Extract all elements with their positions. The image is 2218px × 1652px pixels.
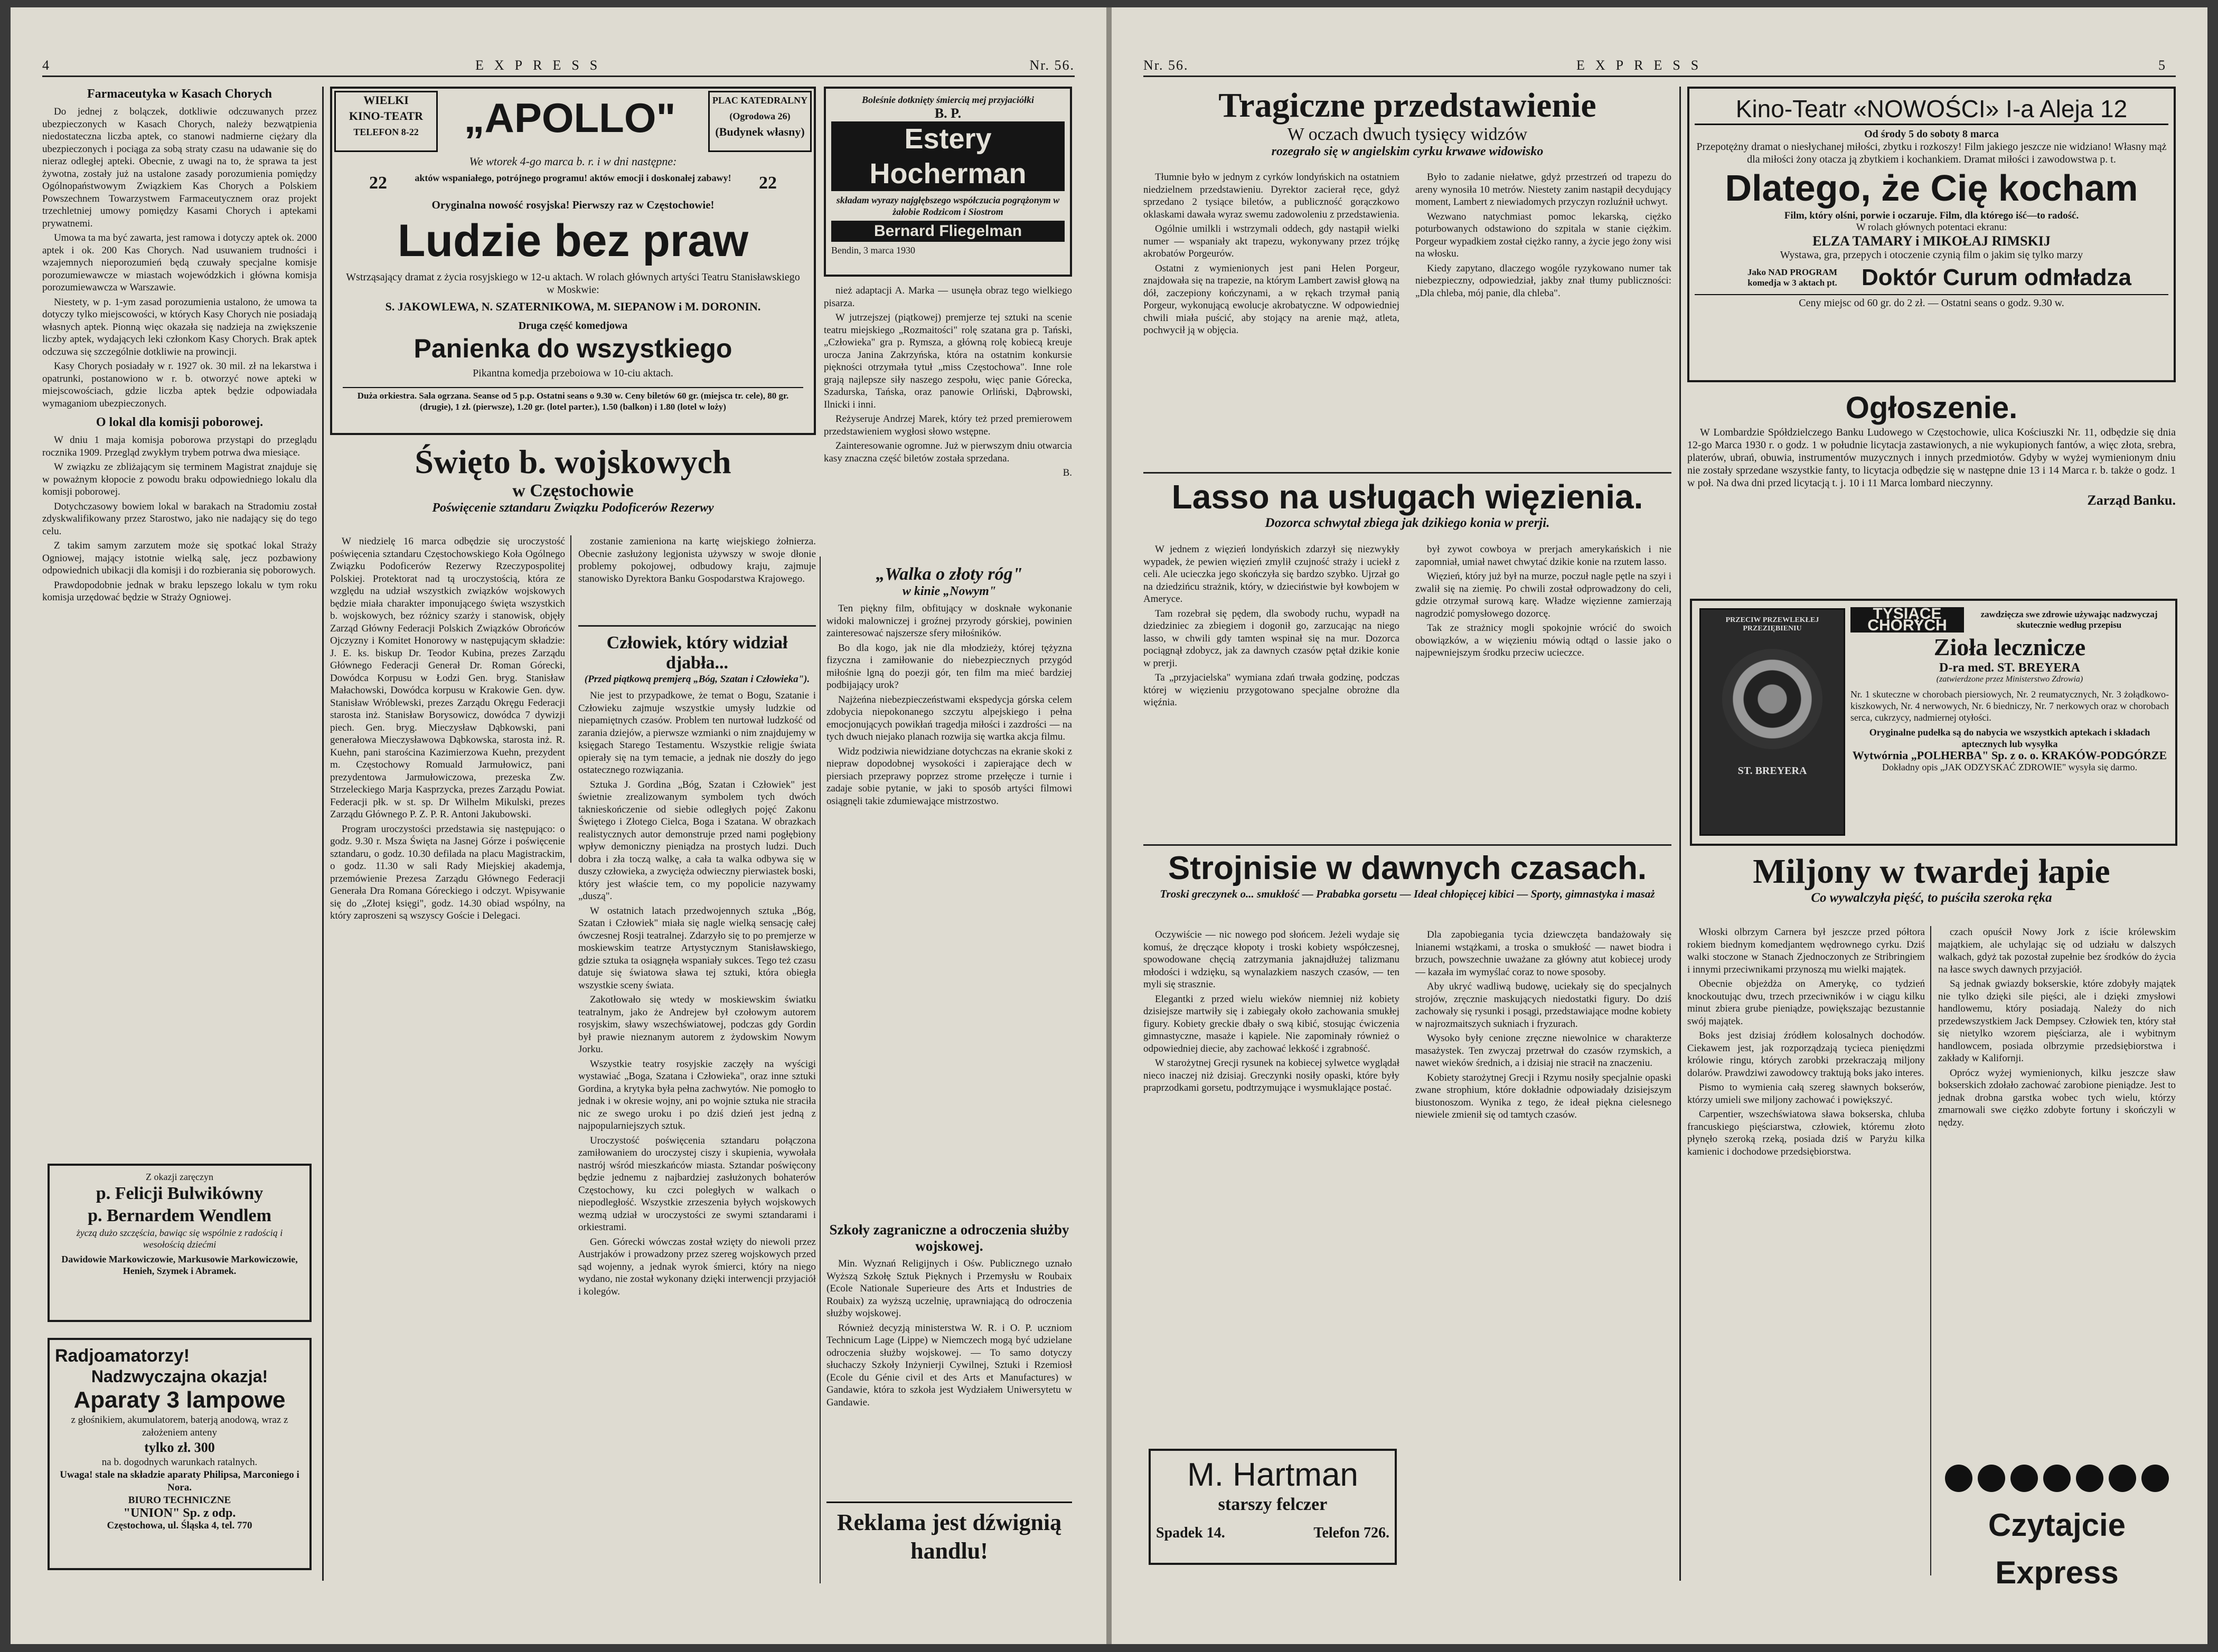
obit-name: Estery Hocherman	[831, 121, 1065, 191]
article-lasso-col1	[1143, 543, 1399, 839]
paragraph: Min. Wyznań Religijnych i Ośw. Publicznego uznało Wyższą Szkołę Sztuk Pięknych i Przemysłu w Roubaix (Ecole Nationale Superieure des Arts et Industries de Roubaix) za wyższą uczelnię, uprawniającą do odroczenia służby wojskowej.	[826, 1258, 1072, 1319]
divider	[1143, 472, 1671, 474]
headline: Strojnisie w dawnych czasach.	[1168, 850, 1647, 886]
subheadline: w Częstochowie	[512, 481, 634, 501]
left-page-header	[42, 58, 1075, 77]
nowosci-prices: Ceny miejsc od 60 gr. do 2 zł. — Ostatni seans o godz. 9.30 w.	[1695, 294, 2168, 309]
paragraph: Carpentier, wszechświatowa sława bokserska, chluba francuskiego pięściarstwa, człowiek, któremu złoto płynęło szeroką rzeką, posiada dziś w Paryżu kilka kamienic i dochodowe przedsiębiorstwa.	[1687, 1109, 1925, 1157]
masthead: EXPRESS	[1576, 58, 1709, 73]
hartman-address: Spadek 14.	[1156, 1525, 1225, 1541]
lead: w kinie „Nowym"	[902, 584, 997, 598]
article-miljony-col2	[1938, 926, 2176, 1454]
apollo-name: „APOLLO"	[464, 95, 676, 141]
paragraph: W starożytnej Grecji rysunek na kobiecej sylwetce wyglądał nieco inaczej niż dzisiaj. Greczynki nosiły opaski, które były praprzodkami gorsetu, podtrzymujące i wysmuklające postać.	[1143, 1058, 1399, 1093]
paragraph: Ostatni z wymienionych jest pani Helen Porgeur, znajdowała się na trapezie, na którym Lambert zawisł głową na dół, zaczepiony kończynami, a w rękach trzymał panią Porgeur, wykonującą ewolucje akrobatyczne. W odpowiedniej chwili miała puścić, aby stojący na arenie mąż, atleta, pochwycił ją w objęcia.	[1143, 262, 1399, 336]
column-rule	[570, 535, 571, 863]
column-rule	[1679, 87, 1681, 1581]
paragraph: był zywot cowboya w prerjach amerykańskich i nie zapomniał, umiał nawet chwytać dzikie konie na rzutem lasso.	[1415, 544, 1671, 568]
nowosci-tagline: Film, który olśni, porwie i oczaruje. Film, dla którego iść—to radość.	[1784, 210, 2079, 221]
notice-signers: Dawidowie Markowiczowie, Markusowie Markowiczowie, Henieh, Szymek i Abramek.	[61, 1254, 298, 1276]
notice-title: Ogłoszenie.	[1845, 391, 2018, 425]
bank-notice	[1687, 390, 2176, 591]
article-lasso-col2	[1415, 543, 1671, 839]
reklama-text: Reklama jest dźwignią handlu!	[837, 1509, 1062, 1564]
subheadline: W oczach dwuch tysięcy widzów	[1287, 125, 1528, 144]
nowosci-desc: Przepotężny dramat o niesłychanej miłości, zbytku i rozkoszy! Film jakiego jeszcze nie widziano! Własny mąż dla miłości żony otacza ją zbytkiem i kochankiem. Dramat miłości i zawodowstwa p. t.	[1696, 141, 2167, 165]
headline: Święto b. wojskowych	[415, 443, 731, 480]
article-swieto-col2	[578, 535, 816, 636]
column-rule	[1930, 926, 1931, 1575]
signature: B.	[1063, 467, 1072, 478]
hartman-phone: Telefon 726.	[1313, 1525, 1389, 1541]
paragraph: Są jednak gwiazdy bokserskie, które zdobyły majątek nie tylko dzięki sile pięści, ale i dzięki zmysłowi handlowemu, który posiadają. Należy do nich przedewszystkiem Jack Dempsey. Człowiek ten, który stał się nietylko wzorem pięściarza, ale i wybitnym handlowcem, posiada olbrzymie przedsiębiorstwa i zakłady w Kalifornji.	[1938, 978, 2176, 1064]
radio-ad	[48, 1338, 312, 1570]
notice-intro: Z okazji zaręczyn	[146, 1172, 213, 1182]
headline: Szkoły zagraniczne a odroczenia służby wojskowej.	[829, 1222, 1069, 1254]
paragraph: Więzień, który już był na murze, poczuł nagle pętle na szyi i zwalił się na ziemię. Po chwili został odprowadzony do celi, gdzie otrzymał surową karę. Władze więzienne zamierzają nagrodzić pomysłowego dozorcę.	[1415, 571, 1671, 619]
radio-headline: Radjoamatorzy!	[55, 1346, 190, 1366]
ziola-text	[1850, 607, 2169, 773]
apollo-desc: Wstrząsający dramat z życia rosyjskiego w 12-u aktach. W rolach głównych artyści Teatru Stanisławskiego w Moskwie:	[346, 271, 800, 296]
paragraph: W dniu 1 maja komisja poborowa przystąpi do przeglądu rocznika 1909. Przegląd zwykłym trybem potrwa dwa miesiące.	[42, 435, 317, 458]
ziola-name: Zioła lecznicze	[1933, 634, 2086, 660]
right-page	[1112, 7, 2207, 1644]
paragraph: czach opuścił Nowy Jork z iście królewskim majątkiem, ale uchylając się od udziału w dalszych walkach, gdyż tak pozostał zupełnie bez środków do życia na łasce swych dawnych przyjaciół.	[1938, 927, 2176, 975]
ziola-lead: zawdzięcza swe zdrowie używając nadzwyczaj skutecznie według przepisu	[1980, 609, 2158, 630]
paragraph: W niedzielę 16 marca odbędzie się uroczystość poświęcenia sztandaru Częstochowskiego Koła Ogólnego Związku Podoficerów Rezerwy Rzeczypospolitej Polskiej. Protektorat nad tą uroczystością, która ze względu na udział wszystkich związków wojskowych będzie miała charakter imponującego święta wszystkich b. wojskowych, bez różnicy szarży i stanowisk, objęły Zarząd Główny Federacji Polskich Związków Obrońców Ojczyzny i Komitet Honorowy w następującym składzie: J. E. ks. biskup Dr. Teodor Kubina, prezes Zarządu Głównego Federacji Generał Dr. Roman Górecki, Dowódca Korpusu w Łodzi Gen. bryg. Stanisław Małachowski, Dowódca korpusu w Krakowie Gen. dyw. Stanisław Wróblewski, prezes Zarządu Okręgu Federacji starosta inż. Stanisław Borysowicz, dowódca 7 dywizji piech. Gen. bryg. Mieczysław Dąbkowski, pani generałowa Mieczysławowa Dąbkowska, starosta inż. R. Kuehn, pani starościna Kazimierzowa Kuehn, prezydent m. Częstochowy Romuald Jarmułowicz, pani prezydentowa Jarmułowiczowa, prezeska Zw. Strzeleckiego Marja Kasprzycka, prezes Zarządu Powiat. Federacji płk. w st. sp. Dr Wilhelm Mikulski, prezes Zarządu Głównego P. Z. P. R. Antoni Jakubowski.	[330, 536, 565, 820]
paragraph: Elegantki z przed wielu wieków niemniej niż kobiety dzisiejsze martwiły się i zabiegały około zachowania smukłej figury. Kobiety greckie dbały o swą kibić, stosując ćwiczenia gimnastyczne, masaże i kąpiele. Nie zapominały również o odpowiedniej diecie, aby zachować lekkość i zgrabność.	[1143, 993, 1399, 1054]
article-miljony-header	[1687, 852, 2176, 921]
apollo-info: Duża orkiestra. Sala ogrzana. Seanse od 5 p.p. Ostatni seans o 9.30 w. Ceny biletów 60 gr. (miejsca tr. cele), 80 gr. (drugie), 1 zł. (pierwsze), 1.20 gr. (lotel parter.), 1.50 (balkon) i 1.80 (lotel w loży)	[343, 387, 803, 412]
hartman-ad	[1149, 1449, 1397, 1565]
apollo-line1: We wtorek 4-go marca b. r. i w dni następne:	[469, 155, 677, 168]
paragraph: Do jednej z bolączek, dotkliwie odczuwanych przez ubezpieczonych w Kasach Chorych, należy bezwątpienia niedostateczna liczba aptek, co stanowi nadmierne ciężary dla ubezpieczonych i pociąga za sobą straty czasu na udawanie się do nieraz odległej apteki. Obecnie, z uwagi na to, że sprawa ta jest żywotna, zostały już na ustalone zasady porozumienia pomiędzy Ogólnopaństwowym Związkiem Kas Chorych a Polskiem Powszechnem Towarzystwem Farmaceutycznem oraz projekt trzechletniej umowy pomiędzy Kasami Chorych i aptekami prywatnemi.	[42, 106, 317, 229]
nowosci-extra-title: Doktór Curum odmładza	[1862, 265, 2131, 290]
lead: Poświęcenie sztandaru Związku Podoficerów Rezerwy	[432, 501, 714, 515]
ziola-author: D-ra med. ST. BREYERA	[1939, 661, 2080, 675]
paragraph: Wezwano natychmiast pomoc lekarską, ciężko poturbowanych odstawiono do szpitala w stanie ciężkim. Porgeur wypadkiem został ciężko ranny, a życie jego żony wisi na włosku.	[1415, 211, 1671, 259]
article-farmaceutyka	[42, 87, 317, 1137]
apollo-line2: aktów wspaniałego, potrójnego programu! aktów emocji i doskonałej zabawy!	[415, 173, 731, 183]
paragraph: Dla zapobiegania tycia dziewczęta bandażowały się lnianemi wstążkami, a troska o smukłość — nawet biodra i brzuch, powszechnie uważane za główny atut kobiecej urody — kazała im wymyślać coraz to nowe sposoby.	[1415, 929, 1671, 978]
label: WIELKI	[363, 93, 409, 107]
dot-icon	[2076, 1465, 2103, 1492]
paragraph: W ostatnich latach przedwojennych sztuka „Bóg, Szatan i Człowiek" miała się nagle wielką sensację całej ówczesnej Rosji teatralnej. Zdarzyło się to po premjerze w moskiewskim teatrze Artystycznym Stanisławskiego, gdzie sztuka ta osiągnęła wspaniały sukces. Tego też czasu datuje się światowa sława tej sztuki, która obiegła wszystkie sceny świata.	[578, 905, 816, 991]
obit-date: Bendin, 3 marca 1930	[831, 245, 915, 256]
label: PLAC KATEDRALNY	[712, 95, 808, 106]
obit-body: składam wyrazy najgłębszego współczucia pogrążonym w żałobie Rodzicom i Siostrom	[836, 195, 1060, 217]
paragraph: Oprócz wyżej wymienionych, kilku jeszcze sław bokserskich zdołało zachować zarobione pieniądze. Jest to jednak drobna garstka wobec tych wielu, którzy zmarnowali swe ciężko zdobyte fortuny i skończyli w nędzy.	[1938, 1067, 2176, 1128]
package-brand: ST. BREYERA	[1737, 765, 1807, 777]
paragraph: Włoski olbrzym Carnera był jeszcze przed półtora rokiem biednym komedjantem wędrownego cyrku. Dziś walki stoczone w Stanach Zjednoczonych ze Stribringiem i innymi przeciwnikami przynoszą mu wielki majątek.	[1687, 927, 1925, 975]
reklama-box	[826, 1502, 1072, 1577]
nowosci-cinema-ad	[1687, 87, 2176, 382]
paragraph: Tłumnie było w jednym z cyrków londyńskich na ostatniem niedzielnem przedstawieniu. Dyrektor zacierał ręce, gdyż sprzedano 2 tysiące biletów, a publiczność gorączkowo oklaskami dawała wyraz swemu zadowoleniu z przedstawienia.	[1143, 172, 1399, 220]
label: TELEFON 8-22	[353, 127, 419, 137]
paragraph: Ogólnie umilkli i wstrzymali oddech, gdy nastąpił wielki numer — wspaniały akt trapezu, wykonywany przez trójkę akrobatów Porgeurów.	[1143, 223, 1399, 259]
obituary-ad	[824, 87, 1072, 277]
engagement-notice	[48, 1164, 312, 1322]
hartman-contact	[1156, 1525, 1389, 1542]
label: (Budynek własny)	[715, 125, 805, 138]
nowosci-roles-label: W rolach głównych potentaci ekranu:	[1856, 222, 2007, 233]
headline: Miljony w twardej łapie	[1753, 852, 2110, 891]
headline: Lasso na usługach więzienia.	[1171, 478, 1643, 516]
column-rule	[820, 556, 821, 1583]
paragraph: Bo dla kogo, jak nie dla młodzieży, której tężyzna fizyczna i zamiłowanie do niebezpiecznych przygód miłośnie lgną do poezji gór, ten film ma mieć bardziej podbijający urok?	[826, 642, 1072, 691]
paragraph: nież adaptacji A. Marka — usunęła obraz tego wielkiego pisarza.	[824, 285, 1072, 309]
article-czlowiek	[578, 633, 816, 1583]
radio-stock: Uwaga! stale na składzie aparaty Philipsa, Marconiego i Nora.	[60, 1469, 299, 1493]
page-number: 5	[2158, 58, 2176, 73]
paragraph: Wysoko były cenione zręczne niewolnice w charakterze masażystek. Ten zwyczaj przetrwał do czasów rzymskich, a nawet wieków średnich, a i dzisiaj nie stracił na znaczeniu.	[1415, 1033, 1671, 1069]
paragraph: Nie jest to przypadkowe, że temat o Bogu, Szatanie i Człowieku zajmuje wszystkie umysły ludzkie od niepamiętnych czasów. Problem ten nurtował ludzkość od zarania dziejów, a pierwsze wzmianki o nim znajdujemy w księgach Starego Testamentu. Wszystkie religje świata opierały się na tym temacie, a jednak nie doszły do jego ostatecznego rozwiązania.	[578, 690, 816, 776]
apollo-num: 22	[369, 173, 387, 193]
left-page	[11, 7, 1106, 1644]
apollo-line3: Oryginalna nowość rosyjska! Pierwszy raz w Częstochowie!	[431, 199, 715, 211]
paragraph: W jutrzejszej (piątkowej) premjerze tej sztuki na scenie teatru miejskiego „Rozmaitości" rolę szatana gra p. Tański, „Człowieka" gra p. Rymsza, a główną rolę kobiecą kreuje urocza Janina Zakrzyńska, która na ostatnim konkursie piękności otrzymała tytuł „miss Częstochowa". Inne role grają najlepsze siły naszego zespołu, więc panie Górecka, Szadurska, Tańska, oraz panowie Orliński, Dąbrowski, Ilnicki i inni.	[824, 312, 1072, 410]
package-label: PRZECIW PRZEWLEKŁEJ PRZEZIĘBIENIU	[1725, 616, 1819, 633]
lead: Co wywalczyła pięść, to puściła szeroka ręka	[1811, 891, 2052, 905]
paragraph: Prawdopodobnie jednak w braku lepszego lokalu w tym roku komisja urzędować będzie w Straży Ogniowej.	[42, 579, 317, 603]
ziola-original: Oryginalne pudełka są do nabycia we wszystkich aptekach i składach aptecznych lub wysyłka	[1869, 727, 2150, 749]
ziola-maker: Wytwórnia „POLHERBA" Sp. z o. o. KRAKÓW-PODGÓRZE	[1852, 749, 2167, 762]
headline: Farmaceutyka w Kasach Chorych	[87, 87, 272, 101]
hartman-title: starszy felczer	[1218, 1495, 1328, 1514]
lead: Troski greczynek o... smukłość — Prababka gorsetu — Ideał chłopięcej kibici — Sporty, gimnastyka i masaż	[1160, 888, 1655, 900]
obit-intro: Boleśnie dotknięty śmiercią mej przyjaciółki	[862, 95, 1034, 105]
obit-signer: Bernard Fliegelman	[831, 221, 1065, 242]
right-page-header	[1143, 58, 2176, 77]
paragraph: Kobiety starożytnej Grecji i Rzymu nosiły specjalnie opaski zwane strophium, które dokładnie odpowiadały dzisiejszym biustonoszom. Wynika z tego, że ideał piękna cielesnego niewiele zmienił się od tamtych czasów.	[1415, 1072, 1671, 1120]
paragraph: Oczywiście — nic nowego pod słońcem. Jeżeli wydaje się komuś, że dręczące kłopoty i troski kobiety współczesnej, spowodowane chęcią zatrzymania jaknajdłużej talizmanu młodości i wdzięku, są wynalazkiem naszych czasów, — ten myli się strasznie.	[1143, 929, 1399, 990]
paragraph: Kiedy zapytano, dlaczego wogóle ryzykowano numer tak niebezpieczny, odpowiedział, jakby znał tłumy publiczności: „Dla chleba, mój panie, dla chleba".	[1415, 262, 1671, 299]
ziola-approval: (zatwierdzone przez Ministerstwo Zdrowia)	[1936, 675, 2083, 684]
lead: (Przed piątkową premjerą „Bóg, Szatan i Człowieka").	[584, 674, 810, 685]
paragraph: Ten piękny film, obfitujący w dosknałe wykonanie widoki malowniczej i groźnej przyrody górskiej, powinien zainteresować najszersze sfery miłośników.	[826, 603, 1072, 639]
divider	[578, 625, 816, 627]
decorative-dots	[1938, 1465, 2176, 1496]
headline: Człowiek, który widział djabła...	[606, 633, 788, 673]
paragraph: Widz podziwia niewidziane dotychczas na ekranie skoki z niepraw dopodobnej wysokości i zapierające dech w piersiach przeprawy poprzez strome przełęcze i turnie i zadaje sobie pytanie, w jaki to sposób artyści filmowi osiągnęli takie zdumiewające mistrzostwo.	[826, 745, 1072, 807]
headline: „Walka o złoty róg"	[876, 564, 1023, 584]
radio-price: tylko zł. 300	[144, 1440, 215, 1455]
notice-signer: Zarząd Banku.	[2087, 493, 2176, 508]
apollo-part2-label: Druga część komedjowa	[518, 320, 628, 332]
article-miljony-col1	[1687, 926, 1925, 1581]
dot-icon	[1978, 1465, 2005, 1492]
headline: Tragiczne przedstawienie	[1218, 86, 1596, 125]
dot-icon	[2043, 1465, 2071, 1492]
flower-icon	[1722, 649, 1822, 749]
apollo-cast: S. JAKOWLEWA, N. SZATERNIKOWA, M. SIEPANOW i M. DORONIN.	[385, 300, 761, 313]
article-swieto-col1	[330, 535, 565, 1586]
paragraph: zostanie zamieniona na kartę wiejskiego żołnierza. Obecnie zasłużony legjonista używszy w swoje dłonie problemy pokojowej, odbudowy kraju, zajmuje stanowisko Dyrektora Banku Gospodarstwa Krajowego.	[578, 536, 816, 584]
nowosci-desc2: Wystawa, gra, przepych i otoczenie czynią film o jakim się tylko marzy	[1780, 249, 2083, 261]
column-rule	[322, 87, 324, 1581]
apollo-cinema-ad	[330, 87, 816, 435]
paragraph: Pismo to wymienia całą szereg sławnych bokserów, którzy umieli swe miljony zachować i powiększyć.	[1687, 1082, 1925, 1106]
radio-product: Aparaty 3 lampowe	[73, 1387, 286, 1413]
apollo-left-box	[334, 91, 438, 152]
headline: O lokal dla komisji poborowej.	[96, 416, 264, 429]
nowosci-days: Od środy 5 do soboty 8 marca	[1864, 128, 1999, 140]
apollo-part2-title: Panienka do wszystkiego	[413, 334, 732, 363]
apollo-part2-desc: Pikantna komedja przeboiowa w 10-ciu aktach.	[473, 367, 673, 379]
paragraph: W jednem z więzień londyńskich zdarzył się niezwykły wypadek, że pewien więzień zmylił czujność straży i uciekł z celi. Ale ucieczka jego skończyła się bardzo szybko. Ujrzał go na dziedzińcu strażnik, który, w dzieciństwie był kowbojem w Ameryce.	[1143, 544, 1399, 605]
paragraph: Ta „przyjacielska" wymiana zdań trwała godzinę, podczas której w więzieniu przygotowano specjalne obrożne dla więźnia.	[1143, 672, 1399, 708]
nowosci-cast: ELZA TAMARY i MIKOŁAJ RIMSKIJ	[1812, 233, 2051, 249]
paragraph: Najżeńna niebezpieczeństwami ekspedycja górska celem zdobycia niepokonanego szczytu alpejskiego i pełna emocjonujących powikłań tragedja miłości i zazdrości — na tych dwuch niejako planach rozwija się wartka akcja filmu.	[826, 694, 1072, 742]
lead: Dozorca schwytał zbiega jak dzikiego konia w prerji.	[1265, 516, 1550, 530]
article-tragiczne-header	[1143, 87, 1671, 166]
ziola-headline: TYSIĄCE CHORYCH	[1850, 607, 1964, 633]
newspaper-spread	[11, 7, 2207, 1644]
paragraph: Kasy Chorych posiadały w r. 1927 ok. 30 mil. zł na lekarstwa i opatrunki, postanowiono w r. b. otworzyć nowe apteki w miejscowościach, gdzie liczba aptek będzie odpowiadała wymaganiom ubezpieczonych.	[42, 361, 317, 409]
masthead: EXPRESS	[475, 58, 608, 73]
paragraph: Uroczystość poświęcenia sztandaru połączona zamiłowaniem do uroczystej ciszy i skupienia, wywołała nastrój wśród mieszkańców miasta. Sztandar poświęcony będzie jednemu z najbardziej zasłużonych bohaterów Częstochowy, ku czci poległych w walkach o niepodległość. Wszystkie zrzeszenia byłych wojskowych wezmą udział w uroczystości ze swymi sztandarami i orkiestrami.	[578, 1135, 816, 1233]
article-strojnisie-header	[1143, 849, 1671, 923]
issue-number: Nr. 56.	[1029, 58, 1075, 73]
page-number: 4	[42, 58, 60, 73]
page-gutter	[1106, 7, 1112, 1644]
paragraph: Reżyseruje Andrzej Marek, który też przed premierowem przedstawieniem wygłosi słowo wstępne.	[824, 413, 1072, 437]
notice-body: życzą dużo szczęścia, bawiąc się wspólnie z radością i wesołością dziećmi	[76, 1228, 283, 1250]
label: KINO-TEATR	[349, 109, 424, 122]
paragraph: Było to zadanie niełatwe, gdyż przestrzeń od trapezu do areny wynosiła 10 metrów. Niestety zanim nastąpił decydujący moment, Lambert z niewiadomych przyczyn rozluźnił uchwyt.	[1415, 172, 1671, 207]
apollo-title: Ludzie bez praw	[397, 215, 749, 266]
lead: rozegrało się w angielskim cyrku krwawe widowisko	[1271, 145, 1544, 158]
hartman-name: M. Hartman	[1187, 1457, 1358, 1493]
apollo-right-box	[708, 91, 812, 152]
article-strojnisie-col2	[1415, 929, 1671, 1581]
paragraph: Umowa ta ma być zawarta, jest ramowa i dotyczy aptek ok. 2000 aptek i ok. 200 Kas Chorych. Nad usuwaniem trudności i wzajemnych nieporozumień będą czuwały specjalne komisje porozumiewawcze w miastach wojewódzkich i główna komisja porozumiewawcza w Warszawie.	[42, 232, 317, 293]
label: (Ogrodowa 26)	[729, 111, 791, 121]
notice-body: W Lombardzie Spółdzielczego Banku Ludowego w Częstochowie, ulica Kościuszki Nr. 11, odbędzie się dnia 12-go Marca 1930 r. o godz. 1 w południe licytacja zastawionych, a nie wykupionych fantów, a więc złota, srebra, platerów, ubrań, obuwia, instrumentów muzycznych i innych przedmiotów. Gdyby w wyżej wymienionym dniu nie zostały sprzedane wszystkie fanty, to licytacja odbędzie się w następne dnie 13 i 14 Marca r. b. także o godz. 1 w poł. Na dwa dni przed licytacją t. j. 10 i 11 Marca lombard nieczynny.	[1687, 427, 2176, 489]
ziola-leaflet: Dokładny opis „JAK ODZYSKAĆ ZDROWIE" wysyła się darmo.	[1882, 762, 2138, 772]
nowosci-extra-label: Jako NAD PROGRAM komedja w 3 aktach pt.	[1747, 267, 1838, 288]
dot-icon	[1945, 1465, 1972, 1492]
article-lasso-header	[1143, 477, 1671, 541]
paragraph: Również decyzją ministerstwa W. R. i O. P. uczniom Technicum Lage (Lippe) w Niemczech mogą być udzielane odroczenia służby wojskowej. — To samo dotyczy słuchaczy Szkoły Inżynierji Cywilnej, Sztuki i Rzemiosł (Ecole du Génie civil et des Arts et Manufactures) w Gandawie, która to szkoła jest Wydziałem Uniwersytetu w Gandawie.	[826, 1322, 1072, 1408]
radio-address: Częstochowa, ul. Śląska 4, tel. 770	[107, 1520, 252, 1531]
article-tragiczne-col1	[1143, 171, 1399, 467]
paragraph: Obecnie objeżdża on Amerykę, co tydzień knockoutując dwu, trzech przeciwników i w ciągu kilku minut zbiera grube pieniądze, powiększając bezustannie swój majątek.	[1687, 978, 1925, 1027]
divider	[1143, 844, 1671, 846]
ziola-ad	[1690, 599, 2177, 846]
paragraph: Niestety, w p. 1-ym zasad porozumienia ustalono, że umowa ta dotyczy tylko miejscowości, w których Kasy Chorych nie posiadają własnych aptek. Pionną więc okazała się nadzieja na zwiększenie liczby aptek, wydających leki członkom Kasy Chorych. Brak aptek odczuwa się szczególnie dotkliwie na prowincji.	[42, 296, 317, 357]
paragraph: Boks jest dzisiaj źródłem kolosalnych dochodów. Ciekawem jest, jak rozporządzają tycieca pieniędzmi królowie ringu, których zarobki przekraczają miljony dolarów. Prawdziwi zawodowcy traktują boks jako interes.	[1687, 1030, 1925, 1079]
nowosci-extra	[1695, 265, 2168, 291]
article-walka	[826, 564, 1072, 1219]
radio-firm-label: BIURO TECHNICZNE	[128, 1495, 231, 1506]
apollo-num: 22	[759, 173, 777, 193]
notice-name: p. Felicji Bulwikówny	[96, 1184, 264, 1203]
nowosci-title: Dlatego, że Cię kocham	[1725, 167, 2138, 209]
radio-terms: na b. dogodnych warunkach ratalnych.	[101, 1457, 258, 1468]
ziola-headline-row	[1850, 607, 2169, 633]
paragraph: Tak ze strażnicy mogli spokojnie wrócić do swoich obowiązków, a w więzieniu mówią odtąd o lassie jako o najpewniejszym środku przeciw ucieczce.	[1415, 622, 1671, 658]
paragraph: Z takim samym zarzutem może się spotkać lokal Straży Ogniowej, mający istotnie wielką salę, jecz pozbawiony odpowiednich ubikacji dla komisji i do rozbierania się poborowych.	[42, 540, 317, 576]
article-tragiczne-col2	[1415, 171, 1671, 467]
paragraph: Zainteresowanie ogromne. Już w pierwszym dniu otwarcia kasy znaczna część biletów została sprzedana.	[824, 440, 1072, 464]
notice-name: p. Bernardem Wendlem	[88, 1206, 271, 1225]
paragraph: W związku ze zbliżającym się terminem Magistrat znajduje się w poważnym kłopocie z powodu braku odpowiedniego lokalu dla komisji poborowej.	[42, 461, 317, 497]
paragraph: Program uroczystości przedstawia się następująco: o godz. 9.30 r. Msza Święta na Jasnej Górze i poświęcenie sztandaru, o godz. 10.30 defilada na placu Magistrackim, o godz. 11.30 w sali Rady Miejskiej akademja, przemówienie Prezesa Zarządu Głównego Federacji Generała Dra Romana Góreckiego i odczyt. Wpisywanie się do „Złotej księgi", godz. 14.30 obiad wspólny, na który zaproszeni są wszyscy Goście i Delegaci.	[330, 823, 565, 921]
dot-icon	[2141, 1465, 2169, 1492]
nowosci-name: Kino-Teatr «NOWOŚCI» I-a Aleja 12	[1695, 94, 2168, 125]
paragraph: Gen. Górecki wówczas został wzięty do niewoli przez Austrjaków i prowadzony przez szereg wojskowych przed sąd wojenny, a jednak wyrok śmierci, który na niego wydano, nie został wykonany dzięki interwencji przyjaciół i kolegów.	[578, 1236, 816, 1297]
ziola-list: Nr. 1 skuteczne w chorobach piersiowych, Nr. 2 reumatycznych, Nr. 3 żołądkowo-kiszkowych, Nr. 4 nerwowych, Nr. 6 biedniczy, Nr. 7 nerkowych oraz w chorobach serca, cukrzycy, nadmiernej otyłości.	[1850, 689, 2169, 723]
issue-number: Nr. 56.	[1143, 58, 1189, 73]
herb-package	[1699, 608, 1845, 836]
czytajcie-express: Czytajcie Express	[1988, 1507, 2126, 1590]
dot-icon	[2109, 1465, 2136, 1492]
dot-icon	[2010, 1465, 2038, 1492]
paragraph: Dotychczasowy bowiem lokal w barakach na Stradomiu został zdyskwalifikowany przez Starostwo, jako nie nadający się do tego celu.	[42, 501, 317, 537]
radio-firm: "UNION" Sp. z odp.	[123, 1506, 236, 1520]
obit-bp: B. P.	[934, 106, 962, 121]
paragraph: Tam rozebrał się pędem, dla swobody ruchu, wypadł na dziedziniec za zbiegiem i dogonił go, zarzucając na niego lasso, w chwili gdy tamten wspinał się na mur. Dozorca pociągnął zdobycz, jak za dawnych czasów pętał dzikie konie w prerji.	[1143, 608, 1399, 669]
paragraph: Wszystkie teatry rosyjskie zaczęły na wyścigi wystawiać „Boga, Szatana i Człowieka", oraz inne sztuki Gordina, a krytyka była pełna zachwytów. Nie pomogło to jednak i w okresie wojny, ani po wojnie sztuka nie straciła nic ze swego uroku i po dziś dzień jest jedną z najpopularniejszych sztuk.	[578, 1058, 816, 1131]
article-szkoly	[826, 1222, 1072, 1496]
radio-sub: Nadzwyczajna okazja!	[91, 1367, 268, 1386]
paragraph: Sztuka J. Gordina „Bóg, Szatan i Człowiek" jest świetnie zrealizowanym symbolem tych dwóch taknieskończenie od siebie odległych pojęć Zakonu Świętego i Złotego Cielca, Boga i Szatana. W obrazkach realistycznych autor demonstruje przed nami pogłębiony wpływ demoniczny pieniądza na prostych ludzi. Duch dobra i zła toczą walkę, a cała ta walka odbywa się w duszy człowieka, a zwycięża odwieczny pierwiastek boski, który jest właście tem, co my popolicie nazywamy „duszą".	[578, 779, 816, 902]
article-zaiks-continued	[824, 285, 1072, 554]
paragraph: Zakotłowało się wtedy w moskiewskim światku teatralnym, jako że Andrejew był czołowym autorem rosyjskim, sławy wszechświatowej, podczas gdy Gordin był prawie nieznanym autorem z żydowskim Nowym Jorku.	[578, 994, 816, 1055]
radio-desc: z głośnikiem, akumulatorem, baterją anodową, wraz z założeniem anteny	[71, 1414, 288, 1438]
paragraph: Aby ukryć wadliwą budowę, uciekały się do specjalnych strojów, zręcznie maskujących niedostatki figury. Do dziś zachowały się rysunki i posągi, przedstawiające modne kobiety w najrozmaitszych sukniach i fryzurach.	[1415, 981, 1671, 1030]
